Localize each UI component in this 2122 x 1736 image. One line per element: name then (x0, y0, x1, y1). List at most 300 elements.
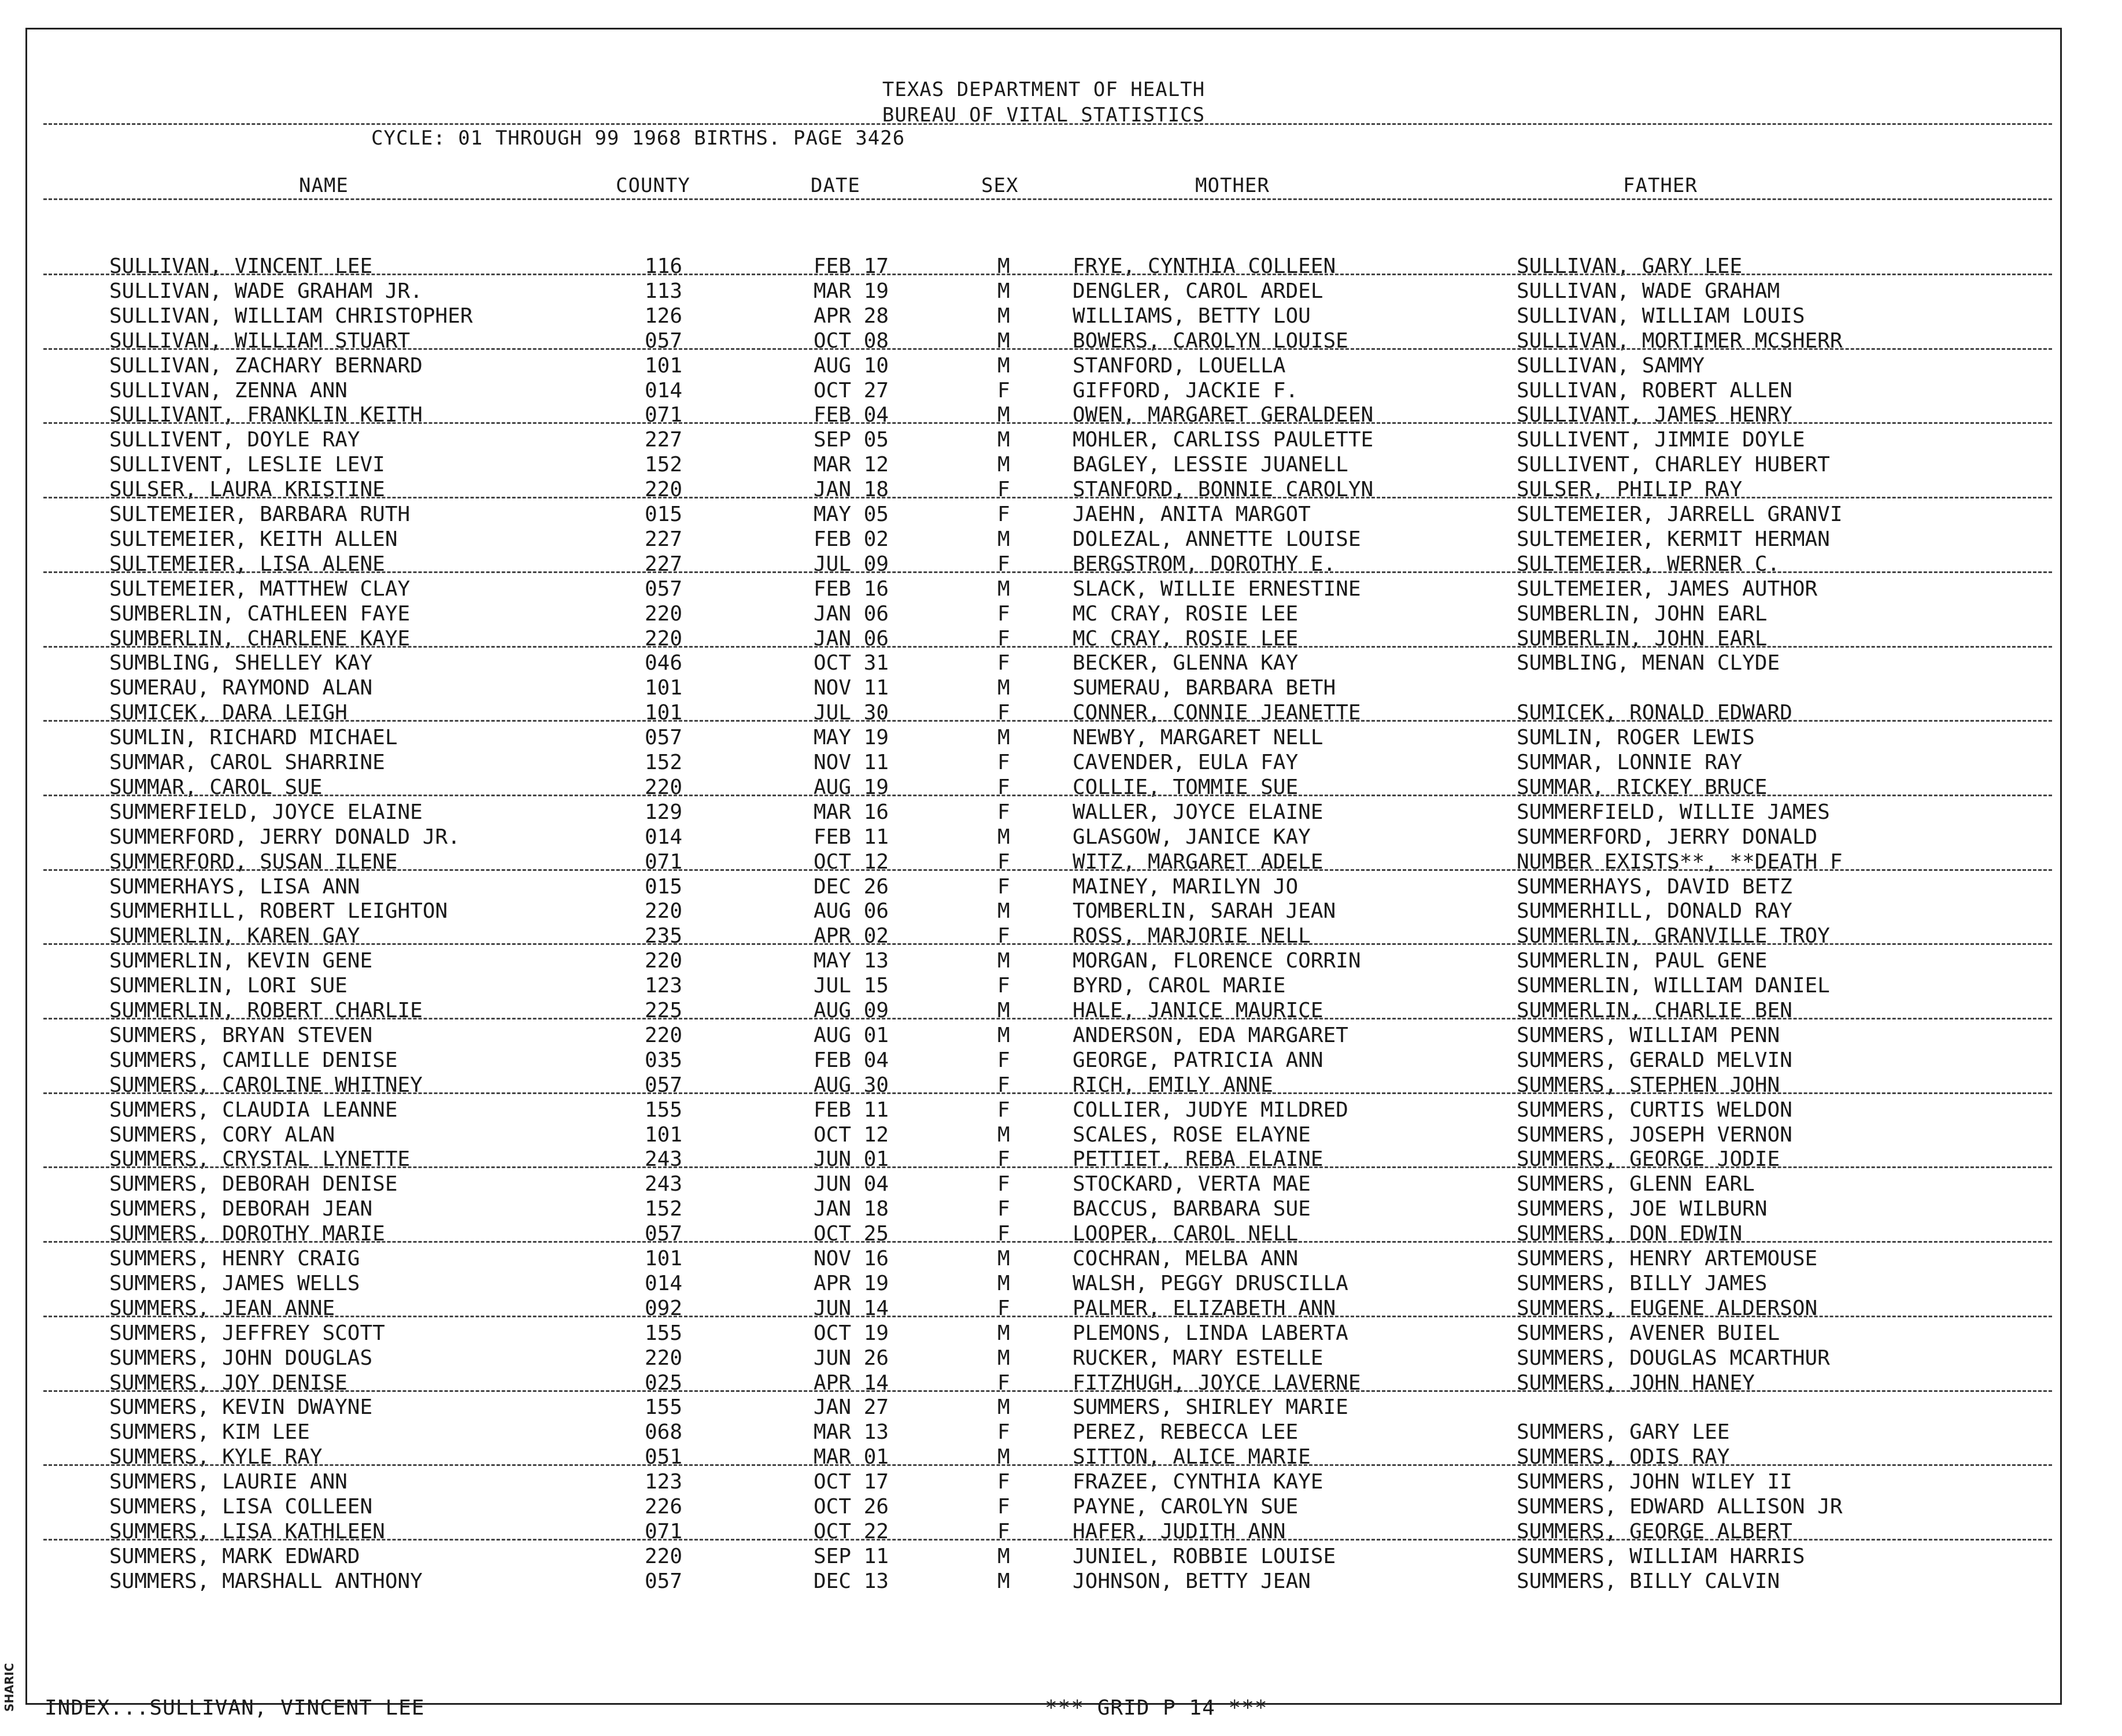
cell-father: SUMMERS, ODIS RAY (1517, 1445, 1730, 1469)
cell-date: MAR 12 (814, 453, 889, 477)
table-row (27, 601, 2060, 627)
column-header-mother: MOTHER (1195, 174, 1270, 197)
cell-father: SUMMERS, WILLIAM PENN (1517, 1023, 1780, 1047)
cell-name: SUMMERS, JEAN ANNE (109, 1296, 335, 1320)
cell-mother: DOLEZAL, ANNETTE LOUISE (1073, 527, 1361, 551)
cell-name: SUMMERHAYS, LISA ANN (109, 874, 360, 899)
cell-name: SULLIVENT, LESLIE LEVI (109, 453, 385, 477)
cell-mother: GLASGOW, JANICE KAY (1073, 825, 1311, 849)
cell-mother: CONNER, CONNIE JEANETTE (1073, 701, 1361, 725)
table-row (27, 1048, 2060, 1073)
cell-mother: BERGSTROM, DOROTHY E. (1073, 552, 1336, 576)
table-row (27, 378, 2060, 404)
cell-name: SUMMERS, CAROLINE WHITNEY (109, 1073, 423, 1097)
cell-date: MAY 19 (814, 726, 889, 750)
cell-father: SULLIVAN, ROBERT ALLEN (1517, 378, 1792, 402)
cell-mother: LOOPER, CAROL NELL (1073, 1222, 1299, 1246)
cell-date: OCT 19 (814, 1321, 889, 1345)
cell-father: SUMMERS, CURTIS WELDON (1517, 1098, 1792, 1122)
cell-mother: RICH, EMILY ANNE (1073, 1073, 1273, 1097)
cell-name: SUMMERS, DEBORAH JEAN (109, 1197, 373, 1221)
cell-mother: WITZ, MARGARET ADELE (1073, 849, 1324, 874)
cell-date: AUG 19 (814, 775, 889, 799)
cell-mother: BAGLEY, LESSIE JUANELL (1073, 453, 1348, 477)
cell-name: SULLIVAN, ZENNA ANN (109, 378, 347, 402)
cell-date: MAY 05 (814, 503, 889, 526)
table-row (27, 477, 2060, 503)
cell-county: 057 (645, 1569, 683, 1593)
cell-name: SUMBLING, SHELLEY KAY (109, 651, 373, 675)
table-row (27, 1073, 2060, 1098)
cell-sex: F (997, 1222, 1010, 1246)
cell-sex: M (997, 1247, 1010, 1270)
cell-date: JAN 06 (814, 626, 889, 651)
cell-sex: M (997, 453, 1010, 477)
cell-father: SUMMERS, EDWARD ALLISON JR (1517, 1495, 1843, 1519)
cell-date: MAR 01 (814, 1445, 889, 1469)
cell-date: APR 14 (814, 1371, 889, 1395)
table-row (27, 1196, 2060, 1222)
table-row (27, 1346, 2060, 1371)
cell-name: SUMMERFORD, JERRY DONALD JR. (109, 825, 460, 849)
cell-mother: SCALES, ROSE ELAYNE (1073, 1122, 1311, 1147)
cell-mother: ROSS, MARJORIE NELL (1073, 924, 1311, 948)
table-row (27, 1122, 2060, 1148)
cell-father: SUMMERS, JOHN HANEY (1517, 1371, 1755, 1395)
cell-county: 015 (645, 874, 683, 899)
cell-name: SULLIVAN, ZACHARY BERNARD (109, 353, 423, 378)
cell-mother: PEREZ, REBECCA LEE (1073, 1420, 1299, 1445)
table-row (27, 874, 2060, 900)
table-row (27, 725, 2060, 751)
cell-father: SUMMERLIN, CHARLIE BEN (1517, 999, 1792, 1022)
cell-father: SULLIVENT, CHARLEY HUBERT (1517, 453, 1830, 477)
cell-name: SUMLIN, RICHARD MICHAEL (109, 726, 398, 750)
cell-name: SUMMERHILL, ROBERT LEIGHTON (109, 899, 448, 924)
cell-sex: M (997, 1544, 1010, 1568)
cell-father: SUMMAR, RICKEY BRUCE (1517, 775, 1768, 799)
cell-name: SUMERAU, RAYMOND ALAN (109, 676, 373, 700)
cell-date: OCT 17 (814, 1470, 889, 1494)
cell-mother: MORGAN, FLORENCE CORRIN (1073, 949, 1361, 973)
cell-date: JUN 04 (814, 1172, 889, 1196)
cell-date: JAN 27 (814, 1395, 889, 1420)
cell-sex: F (997, 924, 1010, 948)
cell-sex: F (997, 874, 1010, 899)
cell-mother: CAVENDER, EULA FAY (1073, 751, 1299, 774)
cell-county: 220 (645, 626, 683, 651)
cell-mother: COLLIE, TOMMIE SUE (1073, 775, 1299, 799)
cell-name: SUMBERLIN, CATHLEEN FAYE (109, 601, 411, 626)
cell-mother: SUMMERS, SHIRLEY MARIE (1073, 1395, 1348, 1420)
cell-sex: M (997, 1569, 1010, 1593)
cell-sex: M (997, 1321, 1010, 1345)
cell-date: DEC 26 (814, 874, 889, 899)
cell-father: SUMMERS, JOE WILBURN (1517, 1197, 1768, 1221)
cell-mother: DENGLER, CAROL ARDEL (1073, 279, 1324, 303)
cell-father: SUMMERS, GERALD MELVIN (1517, 1048, 1792, 1072)
cell-mother: BACCUS, BARBARA SUE (1073, 1197, 1311, 1221)
cell-county: 155 (645, 1395, 683, 1420)
table-row (27, 849, 2060, 875)
header-divider (43, 123, 2052, 125)
cell-sex: M (997, 428, 1010, 452)
cell-father: SUMMERS, AVENER BUIEL (1517, 1321, 1780, 1345)
cell-name: SULTEMEIER, LISA ALENE (109, 552, 385, 576)
cell-county: 226 (645, 1495, 683, 1519)
cell-sex: F (997, 503, 1010, 526)
cell-name: SUMMERS, KYLE RAY (109, 1445, 323, 1469)
cell-county: 015 (645, 503, 683, 526)
cell-father: SUMMERS, HENRY ARTEMOUSE (1517, 1247, 1818, 1270)
cell-date: NOV 11 (814, 751, 889, 774)
cell-mother: MC CRAY, ROSIE LEE (1073, 601, 1299, 626)
cell-name: SUMMAR, CAROL SHARRINE (109, 751, 385, 774)
cell-sex: M (997, 353, 1010, 378)
cell-name: SUMMERS, CAMILLE DENISE (109, 1048, 398, 1072)
table-row (27, 353, 2060, 379)
cell-date: JUN 01 (814, 1147, 889, 1172)
cell-date: JAN 18 (814, 478, 889, 502)
table-row (27, 1395, 2060, 1420)
cell-name: SUMMERS, KEVIN DWAYNE (109, 1395, 373, 1420)
cell-county: 220 (645, 1544, 683, 1568)
cell-date: FEB 04 (814, 1048, 889, 1072)
cell-county: 101 (645, 1122, 683, 1147)
cell-date: AUG 10 (814, 353, 889, 378)
cell-sex: F (997, 601, 1010, 626)
cell-date: JUN 26 (814, 1346, 889, 1370)
cell-county: 051 (645, 1445, 683, 1469)
cell-father: SUMMERS, DOUGLAS MCARTHUR (1517, 1346, 1830, 1370)
table-row (27, 1221, 2060, 1247)
table-row (27, 825, 2060, 850)
table-row (27, 1420, 2060, 1445)
cell-mother: PALMER, ELIZABETH ANN (1073, 1296, 1336, 1320)
table-row (27, 1172, 2060, 1197)
cell-county: 057 (645, 1222, 683, 1246)
cell-county: 025 (645, 1371, 683, 1395)
cell-name: SUMMERS, LAURIE ANN (109, 1470, 347, 1494)
cell-county: 046 (645, 651, 683, 675)
cell-mother: BYRD, CAROL MARIE (1073, 974, 1286, 998)
table-row (27, 948, 2060, 974)
cell-date: AUG 01 (814, 1023, 889, 1047)
cell-mother: PAYNE, CAROLYN SUE (1073, 1495, 1299, 1519)
cell-sex: F (997, 800, 1010, 824)
cell-date: FEB 17 (814, 254, 889, 278)
cell-mother: BECKER, GLENNA KAY (1073, 651, 1299, 675)
cell-father: SULTEMEIER, KERMIT HERMAN (1517, 527, 1830, 551)
cell-date: JUN 14 (814, 1296, 889, 1320)
cell-mother: MAINEY, MARILYN JO (1073, 874, 1299, 899)
cell-sex: M (997, 1122, 1010, 1147)
table-row (27, 775, 2060, 800)
column-header-sex: SEX (981, 174, 1019, 197)
cell-father: SUMMERS, GLENN EARL (1517, 1172, 1755, 1196)
cell-sex: M (997, 1271, 1010, 1295)
cell-county: 068 (645, 1420, 683, 1445)
cell-name: SUMMERS, LISA KATHLEEN (109, 1519, 385, 1543)
cell-sex: F (997, 1519, 1010, 1543)
cell-county: 057 (645, 726, 683, 750)
cell-date: MAR 13 (814, 1420, 889, 1445)
cell-date: NOV 16 (814, 1247, 889, 1270)
table-row (27, 1494, 2060, 1520)
cell-mother: PETTIET, REBA ELAINE (1073, 1147, 1324, 1172)
cell-county: 123 (645, 974, 683, 998)
cell-father: SUMMERLIN, PAUL GENE (1517, 949, 1768, 973)
cell-county: 071 (645, 849, 683, 874)
table-row (27, 800, 2060, 825)
cell-name: SUMMERFIELD, JOYCE ELAINE (109, 800, 423, 824)
table-row (27, 1445, 2060, 1470)
cell-county: 057 (645, 1073, 683, 1097)
cell-name: SUMMERS, JOY DENISE (109, 1371, 347, 1395)
cell-date: MAR 16 (814, 800, 889, 824)
cell-sex: M (997, 1445, 1010, 1469)
grid-label: *** GRID P 14 *** (1045, 1696, 1268, 1720)
document-frame (25, 28, 2062, 1720)
cell-county: 227 (645, 428, 683, 452)
table-row (27, 1569, 2060, 1594)
cell-county: 235 (645, 924, 683, 948)
cell-father: SULTEMEIER, WERNER C. (1517, 552, 1780, 576)
cell-father: SULTEMEIER, JARRELL GRANVI (1517, 503, 1843, 526)
cell-name: SUMMERS, DEBORAH DENISE (109, 1172, 398, 1196)
cell-sex: F (997, 478, 1010, 502)
cell-mother: HAFER, JUDITH ANN (1073, 1519, 1286, 1543)
department-title: TEXAS DEPARTMENT OF HEALTH (882, 78, 1206, 101)
column-header-date: DATE (811, 174, 860, 197)
cell-date: AUG 09 (814, 999, 889, 1022)
cell-county: 155 (645, 1321, 683, 1345)
cell-county: 220 (645, 949, 683, 973)
cell-name: SULSER, LAURA KRISTINE (109, 478, 385, 502)
table-row (27, 1296, 2060, 1321)
cell-county: 227 (645, 527, 683, 551)
table-row (27, 899, 2060, 924)
cell-sex: F (997, 1147, 1010, 1172)
cell-name: SUMMERS, DOROTHY MARIE (109, 1222, 385, 1246)
cell-sex: F (997, 626, 1010, 651)
cell-father: SULLIVAN, WADE GRAHAM (1517, 279, 1780, 303)
cell-county: 101 (645, 676, 683, 700)
cell-date: OCT 08 (814, 328, 889, 353)
cell-father: SUMMERS, BILLY CALVIN (1517, 1569, 1780, 1593)
table-row (27, 254, 2060, 279)
cell-mother: TOMBERLIN, SARAH JEAN (1073, 899, 1336, 924)
cell-mother: JUNIEL, ROBBIE LOUISE (1073, 1544, 1336, 1568)
cell-sex: F (997, 1420, 1010, 1445)
cell-date: OCT 12 (814, 1122, 889, 1147)
column-header-name: NAME (299, 174, 349, 197)
column-header-county: COUNTY (616, 174, 690, 197)
cell-county: 220 (645, 1346, 683, 1370)
table-row (27, 1519, 2060, 1545)
cell-mother: STANFORD, BONNIE CAROLYN (1073, 478, 1374, 502)
cell-county: 220 (645, 775, 683, 799)
cell-county: 220 (645, 1023, 683, 1047)
cell-county: 014 (645, 1271, 683, 1295)
table-row (27, 1098, 2060, 1123)
cell-father: SULTEMEIER, JAMES AUTHOR (1517, 577, 1818, 601)
table-row (27, 675, 2060, 701)
cell-mother: GIFFORD, JACKIE F. (1073, 378, 1299, 402)
cell-mother: GEORGE, PATRICIA ANN (1073, 1048, 1324, 1072)
cell-mother: MC CRAY, ROSIE LEE (1073, 626, 1299, 651)
cell-mother: WILLIAMS, BETTY LOU (1073, 304, 1311, 328)
cell-father: SUMMERLIN, GRANVILLE TROY (1517, 924, 1830, 948)
cell-father: SUMMERLIN, WILLIAM DANIEL (1517, 974, 1830, 998)
cell-father: SULLIVANT, JAMES HENRY (1517, 403, 1792, 427)
cell-name: SULTEMEIER, KEITH ALLEN (109, 527, 398, 551)
cell-mother: FITZHUGH, JOYCE LAVERNE (1073, 1371, 1361, 1395)
cell-father: SUMMERS, BILLY JAMES (1517, 1271, 1768, 1295)
cell-sex: F (997, 974, 1010, 998)
cell-mother: WALSH, PEGGY DRUSCILLA (1073, 1271, 1348, 1295)
cell-county: 227 (645, 552, 683, 576)
cell-father: SUMMERS, GEORGE ALBERT (1517, 1519, 1792, 1543)
cell-father: SUMMERHAYS, DAVID BETZ (1517, 874, 1792, 899)
cell-sex: M (997, 1023, 1010, 1047)
cell-name: SUMMERFORD, SUSAN ILENE (109, 849, 398, 874)
cell-name: SUMMERS, JOHN DOUGLAS (109, 1346, 373, 1370)
cell-name: SUMMERS, JEFFREY SCOTT (109, 1321, 385, 1345)
cell-name: SUMMAR, CAROL SUE (109, 775, 323, 799)
table-row (27, 1271, 2060, 1297)
table-row (27, 502, 2060, 527)
cell-father: SUMMAR, LONNIE RAY (1517, 751, 1743, 774)
cell-name: SULLIVAN, VINCENT LEE (109, 254, 373, 278)
cell-mother: JOHNSON, BETTY JEAN (1073, 1569, 1311, 1593)
cell-father: SUMMERS, GARY LEE (1517, 1420, 1730, 1445)
cell-mother: WALLER, JOYCE ELAINE (1073, 800, 1324, 824)
cell-county: 155 (645, 1098, 683, 1122)
cell-date: JAN 18 (814, 1197, 889, 1221)
cell-name: SUMMERS, CLAUDIA LEANNE (109, 1098, 398, 1122)
table-row (27, 1246, 2060, 1272)
cell-date: JUL 15 (814, 974, 889, 998)
cell-name: SULTEMEIER, MATTHEW CLAY (109, 577, 411, 601)
cell-sex: F (997, 1470, 1010, 1494)
cell-name: SUMMERS, CRYSTAL LYNETTE (109, 1147, 411, 1172)
cell-date: OCT 12 (814, 849, 889, 874)
cell-sex: M (997, 279, 1010, 303)
column-header-father: FATHER (1623, 174, 1698, 197)
cell-name: SUMMERLIN, ROBERT CHARLIE (109, 999, 423, 1022)
cell-sex: M (997, 726, 1010, 750)
cell-date: DEC 13 (814, 1569, 889, 1593)
cell-county: 057 (645, 328, 683, 353)
cell-mother: COLLIER, JUDYE MILDRED (1073, 1098, 1348, 1122)
cell-father: SULLIVAN, SAMMY (1517, 353, 1705, 378)
cell-date: AUG 30 (814, 1073, 889, 1097)
table-row (27, 973, 2060, 999)
cell-father: SUMMERS, STEPHEN JOHN (1517, 1073, 1780, 1097)
cell-mother: BOWERS, CAROLYN LOUISE (1073, 328, 1348, 353)
cell-name: SUMMERS, BRYAN STEVEN (109, 1023, 373, 1047)
table-row (27, 924, 2060, 949)
cell-date: NOV 11 (814, 676, 889, 700)
cell-county: 152 (645, 453, 683, 477)
cell-sex: F (997, 1172, 1010, 1196)
cell-date: FEB 16 (814, 577, 889, 601)
cell-county: 123 (645, 1470, 683, 1494)
cell-father: SUMBERLIN, JOHN EARL (1517, 626, 1768, 651)
table-row (27, 998, 2060, 1024)
cell-father: SUMMERS, WILLIAM HARRIS (1517, 1544, 1805, 1568)
cell-mother: JAEHN, ANITA MARGOT (1073, 503, 1311, 526)
cell-county: 220 (645, 899, 683, 924)
table-row (27, 1544, 2060, 1569)
cell-father: SUMMERS, DON EDWIN (1517, 1222, 1743, 1246)
cell-name: SUMMERS, CORY ALAN (109, 1122, 335, 1147)
cell-name: SULLIVAN, WILLIAM CHRISTOPHER (109, 304, 473, 328)
cell-name: SUMMERS, MARSHALL ANTHONY (109, 1569, 423, 1593)
table-row (27, 626, 2060, 652)
cell-father: SUMMERS, EUGENE ALDERSON (1517, 1296, 1818, 1320)
cell-name: SUMMERS, KIM LEE (109, 1420, 310, 1445)
cell-county: 225 (645, 999, 683, 1022)
table-row (27, 328, 2060, 354)
cell-date: OCT 26 (814, 1495, 889, 1519)
cell-county: 014 (645, 378, 683, 402)
cell-name: SUMBERLIN, CHARLENE KAYE (109, 626, 411, 651)
cell-sex: F (997, 775, 1010, 799)
cell-date: MAR 19 (814, 279, 889, 303)
cell-name: SUMMERS, MARK EDWARD (109, 1544, 360, 1568)
cell-county: 126 (645, 304, 683, 328)
cell-sex: M (997, 949, 1010, 973)
cell-sex: F (997, 1098, 1010, 1122)
cell-mother: STANFORD, LOUELLA (1073, 353, 1286, 378)
cell-date: SEP 05 (814, 428, 889, 452)
cycle-line: CYCLE: 01 THROUGH 99 1968 BIRTHS. PAGE 3426 (371, 127, 905, 150)
cell-name: SULTEMEIER, BARBARA RUTH (109, 503, 411, 526)
cell-county: 092 (645, 1296, 683, 1320)
cell-county: 035 (645, 1048, 683, 1072)
cell-date: SEP 11 (814, 1544, 889, 1568)
cell-sex: M (997, 304, 1010, 328)
cell-county: 101 (645, 353, 683, 378)
cell-county: 220 (645, 478, 683, 502)
cell-sex: F (997, 1197, 1010, 1221)
cell-mother: OWEN, MARGARET GERALDEEN (1073, 403, 1374, 427)
side-stamp: SHARIC (2, 1663, 16, 1712)
cell-date: JUL 09 (814, 552, 889, 576)
table-row (27, 651, 2060, 676)
table-row (27, 1023, 2060, 1048)
cell-father: SULLIVAN, MORTIMER MCSHERR (1517, 328, 1843, 353)
cell-mother: RUCKER, MARY ESTELLE (1073, 1346, 1324, 1370)
cell-sex: M (997, 328, 1010, 353)
cell-county: 101 (645, 1247, 683, 1270)
cell-father: SUMMERHILL, DONALD RAY (1517, 899, 1792, 924)
cell-sex: M (997, 1346, 1010, 1370)
table-row (27, 577, 2060, 602)
cell-mother: STOCKARD, VERTA MAE (1073, 1172, 1311, 1196)
cell-county: 129 (645, 800, 683, 824)
cell-date: MAY 13 (814, 949, 889, 973)
table-row (27, 700, 2060, 726)
cell-mother: FRAZEE, CYNTHIA KAYE (1073, 1470, 1324, 1494)
cell-mother: MOHLER, CARLISS PAULETTE (1073, 428, 1374, 452)
cell-father: SUMMERS, GEORGE JODIE (1517, 1147, 1780, 1172)
cell-date: FEB 04 (814, 403, 889, 427)
cell-sex: F (997, 1073, 1010, 1097)
cell-father: SUMMERS, JOSEPH VERNON (1517, 1122, 1792, 1147)
